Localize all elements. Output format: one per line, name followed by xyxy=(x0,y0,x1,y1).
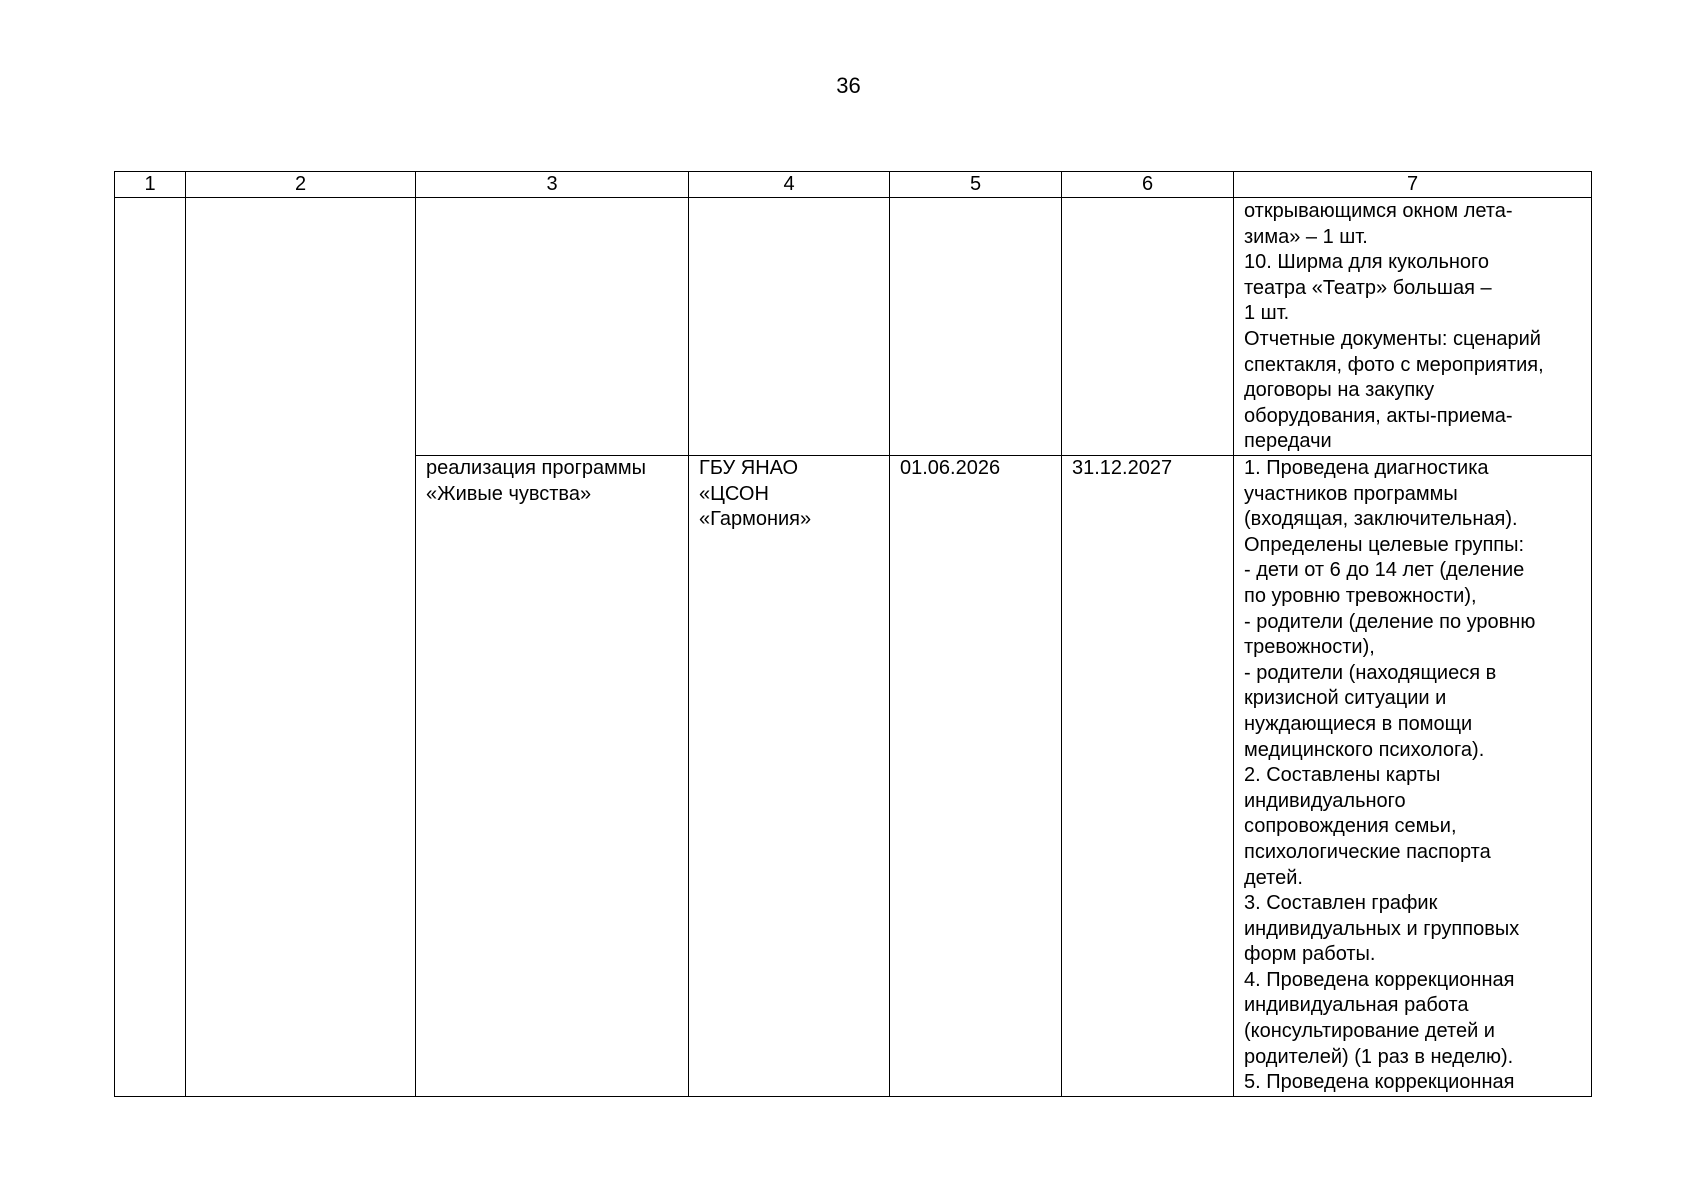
text-line: 10. Ширма для кукольного xyxy=(1244,251,1490,274)
text-line: ГБУ ЯНАО xyxy=(699,457,799,479)
text-line: индивидуального xyxy=(1244,789,1406,812)
column-header-1: 1 xyxy=(115,172,186,198)
end-date: 31.12.2027 xyxy=(1072,457,1173,479)
column-header-3: 3 xyxy=(416,172,689,198)
text-line: 1 шт. xyxy=(1244,302,1290,325)
text-line: открывающимся окном лета- xyxy=(1244,200,1513,222)
text-line: 4. Проведена коррекционная xyxy=(1244,968,1515,991)
header-row xyxy=(115,172,1592,198)
column-header-2: 2 xyxy=(186,172,416,198)
text-line: передачи xyxy=(1244,430,1332,453)
text-line: 1. Проведена диагностика xyxy=(1244,457,1489,479)
text-line: - дети от 6 до 14 лет (деление xyxy=(1244,559,1525,582)
cell-col3 xyxy=(416,456,689,1097)
cell-col6 xyxy=(1062,198,1234,456)
text-line: родителей) (1 раз в неделю). xyxy=(1244,1045,1514,1068)
cell-col2 xyxy=(186,198,416,1097)
text-line: зима» – 1 шт. xyxy=(1244,225,1368,248)
text-line: договоры на закупку xyxy=(1244,379,1435,402)
text-line: Определены целевые группы: xyxy=(1244,533,1525,556)
cell-col3 xyxy=(416,198,689,456)
cell-col6 xyxy=(1062,456,1234,1097)
text-line: - родители (деление по уровню xyxy=(1244,610,1536,633)
data-table xyxy=(114,171,1592,1097)
text-line: (входящая, заключительная). xyxy=(1244,508,1518,531)
text-line: тревожности), xyxy=(1244,636,1375,659)
text-line: театра «Театр» большая – xyxy=(1244,276,1492,299)
text-line: нуждающиеся в помощи xyxy=(1244,712,1473,735)
text-line: форм работы. xyxy=(1244,943,1376,966)
text-line: «ЦСОН xyxy=(699,482,769,505)
page-number: 36 xyxy=(836,73,861,98)
cell-col5 xyxy=(890,456,1062,1097)
text-line: реализация программы xyxy=(426,457,647,479)
text-line: индивидуальная работа xyxy=(1244,994,1469,1017)
text-line: медицинского психолога). xyxy=(1244,738,1485,761)
text-line: спектакля, фото с мероприятия, xyxy=(1244,353,1544,376)
text-line: сопровождения семьи, xyxy=(1244,815,1457,838)
column-header-7: 7 xyxy=(1234,172,1592,198)
text-line: участников программы xyxy=(1244,482,1458,505)
text-line: индивидуальных и групповых xyxy=(1244,917,1520,940)
text-line: психологические паспорта xyxy=(1244,840,1491,863)
start-date: 01.06.2026 xyxy=(900,457,1001,479)
text-line: 3. Составлен график xyxy=(1244,892,1438,915)
text-line: Отчетные документы: сценарий xyxy=(1244,327,1541,350)
text-line: «Живые чувства» xyxy=(426,482,592,505)
text-line: детей. xyxy=(1244,866,1303,889)
text-line: 2. Составлены карты xyxy=(1244,764,1441,787)
cell-col7 xyxy=(1234,456,1592,1097)
text-line: «Гармония» xyxy=(699,508,812,531)
cell-col4 xyxy=(689,456,890,1097)
table-row xyxy=(115,198,1592,456)
text-line: оборудования, акты-приема- xyxy=(1244,404,1513,427)
column-header-6: 6 xyxy=(1062,172,1234,198)
cell-col7 xyxy=(1234,198,1592,456)
cell-col4 xyxy=(689,198,890,456)
text-line: кризисной ситуации и xyxy=(1244,687,1447,710)
text-line: - родители (находящиеся в xyxy=(1244,661,1497,684)
cell-col5 xyxy=(890,198,1062,456)
cell-col1 xyxy=(115,198,186,1097)
column-header-4: 4 xyxy=(689,172,890,198)
text-line: (консультирование детей и xyxy=(1244,1020,1495,1043)
text-line: по уровню тревожности), xyxy=(1244,584,1477,607)
text-line: 5. Проведена коррекционная xyxy=(1244,1071,1515,1094)
column-header-5: 5 xyxy=(890,172,1062,198)
